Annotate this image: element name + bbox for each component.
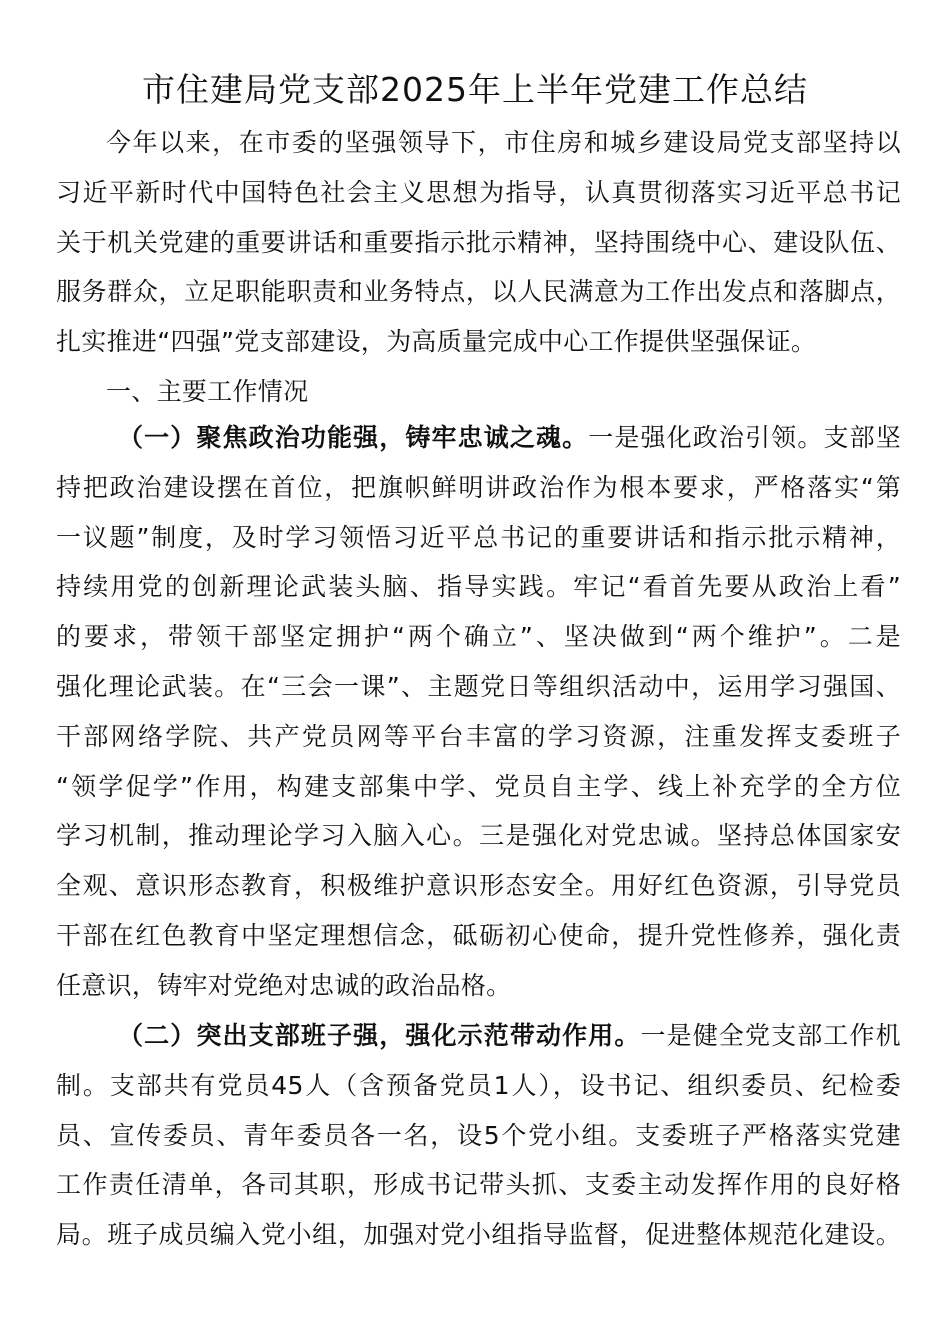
- text-line: 今年以来，在市委的坚强领导下，市住房和城乡建设局党支部坚持以: [106, 128, 901, 157]
- part-2-paragraph: [56, 1011, 901, 1260]
- section-heading-text: 一、主要工作情况: [106, 377, 309, 406]
- section-heading-1: [56, 367, 901, 417]
- intro-paragraph: [56, 118, 901, 367]
- part-1-first-line: [56, 413, 901, 463]
- text-line: 制。支部共有党员45人（含预备党员1人），设书记、组织委员、纪检委: [56, 1070, 901, 1100]
- part-1-paragraph: [56, 413, 901, 1011]
- text-line: 局。班子成员编入党小组，加强对党小组指导监督，促进整体规范化建设。: [56, 1220, 901, 1250]
- text-line: 的要求，带领干部坚定拥护“两个确立”、坚决做到“两个维护”。二是: [56, 622, 901, 652]
- text-line: 全观、意识形态教育，积极维护意识形态安全。用好红色资源，引导党员: [56, 871, 901, 901]
- part-2-first-line: [56, 1011, 901, 1061]
- text-line: 服务群众，立足职能职责和业务特点，以人民满意为工作出发点和落脚点，: [56, 277, 901, 307]
- text-line: 持续用党的创新理论武装头脑、指导实践。牢记“看首先要从政治上看”: [56, 572, 901, 602]
- part-2-first-line-text: 一是健全党支部工作机: [640, 1021, 901, 1050]
- text-line: 干部在红色教育中坚定理想信念，砥砺初心使命，提升党性修养，强化责: [56, 920, 901, 950]
- text-line: 持把政治建设摆在首位，把旗帜鲜明讲政治作为根本要求，严格落实“第: [56, 472, 901, 502]
- text-line: 一议题”制度，及时学习领悟习近平总书记的重要讲话和指示批示精神，: [56, 522, 901, 552]
- text-line: 强化理论武装。在“三会一课”、主题党日等组织活动中，运用学习强国、: [56, 671, 901, 701]
- text-line: 扎实推进“四强”党支部建设，为高质量完成中心工作提供坚强保证。: [56, 327, 817, 357]
- text-line: 员、宣传委员、青年委员各一名，设5个党小组。支委班子严格落实党建: [56, 1120, 901, 1150]
- part-1-heading: （一）聚焦政治功能强，铸牢忠诚之魂。: [118, 423, 589, 452]
- text-line: 工作责任清单，各司其职，形成书记带头抓、支委主动发挥作用的良好格: [56, 1170, 901, 1200]
- text-line: “领学促学”作用，构建支部集中学、党员自主学、线上补充学的全方位: [56, 771, 901, 801]
- text-line: 任意识，铸牢对党绝对忠诚的政治品格。: [56, 970, 512, 1000]
- text-line: 关于机关党建的重要讲话和重要指示批示精神，坚持围绕中心、建设队伍、: [56, 227, 901, 257]
- text-line: 学习机制，推动理论学习入脑入心。三是强化对党忠诚。坚持总体国家安: [56, 821, 901, 851]
- text-line: 干部网络学院、共产党员网等平台丰富的学习资源，注重发挥支委班子: [56, 721, 901, 751]
- part-2-heading: （二）突出支部班子强，强化示范带动作用。: [118, 1021, 641, 1050]
- text-line: 习近平新时代中国特色社会主义思想为指导，认真贯彻落实习近平总书记: [56, 177, 901, 207]
- part-1-first-line-text: 一是强化政治引领。支部坚: [588, 423, 901, 452]
- document-title: 市住建局党支部2025年上半年党建工作总结: [142, 70, 808, 109]
